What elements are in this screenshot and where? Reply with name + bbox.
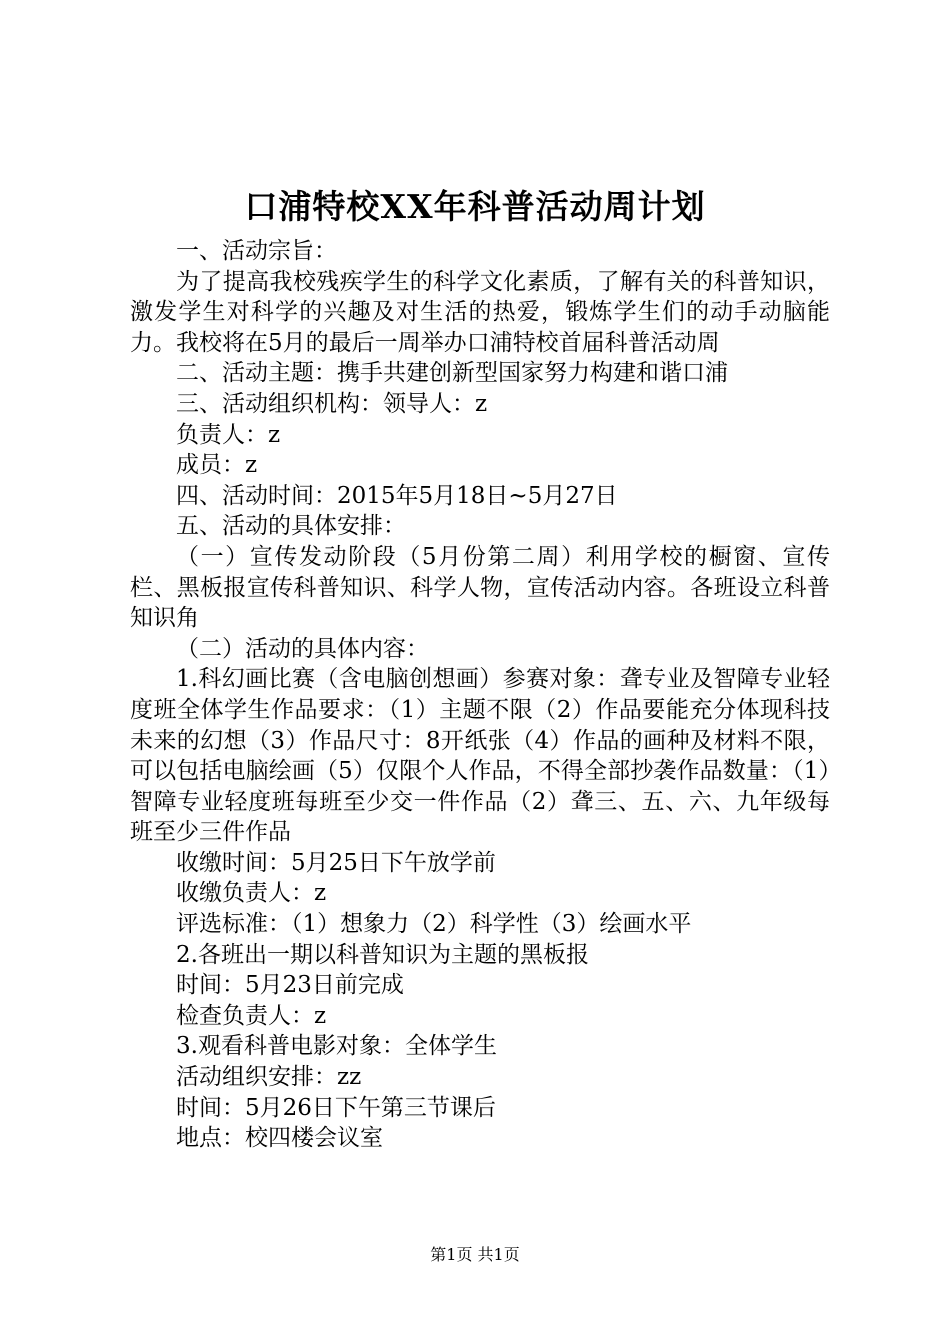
section-heading-organization: 三、活动组织机构：领导人：z xyxy=(176,390,488,417)
section-heading-arrangement: 五、活动的具体安排： xyxy=(176,513,406,540)
paragraph-movie-time: 时间：5月26日下午第三节课后 xyxy=(176,1094,496,1121)
section-heading-theme: 二、活动主题：携手共建创新型国家努力构建和谐口浦 xyxy=(176,360,728,387)
section-heading-purpose: 一、活动宗旨： xyxy=(176,238,337,264)
paragraph-movie-organization: 活动组织安排：zz xyxy=(176,1064,362,1091)
paragraph-members: 成员：z xyxy=(176,452,258,479)
paragraph-person-in-charge: 负责人：z xyxy=(176,421,281,448)
paragraph-activity-content-heading: （二）活动的具体内容： xyxy=(176,635,429,662)
paragraph-movie: 3.观看科普电影对象：全体学生 xyxy=(176,1033,497,1060)
paragraph-publicity-stage: （一）宣传发动阶段（5月份第二周）利用学校的橱窗、宣传栏、黑板报宣传科普知识、科学人物，宣传活动内容。各班设立科普知识角 xyxy=(130,543,830,632)
paragraph-blackboard-time: 时间：5月23日前完成 xyxy=(176,972,404,999)
paragraph-painting-contest: 1.科幻画比赛（含电脑创想画）参赛对象：聋专业及智障专业轻度班全体学生作品要求：（1）主题不限（2）作品要能充分体现科技未来的幻想（3）作品尺寸：8开纸张（4）作品的画种及材料不限，可以包括电脑绘画（5）仅限个人作品，不得全部抄袭作品数量：（1）智障专业轻度班每班至少交一件作品（2）聋三、五、六、九年级每班至少三件作品 xyxy=(130,666,830,846)
paragraph-movie-location: 地点：校四楼会议室 xyxy=(176,1125,383,1152)
page-number-footer: 第1页 共1页 xyxy=(430,1245,520,1264)
paragraph-inspection-person: 检查负责人：z xyxy=(176,1002,327,1029)
paragraph-judging-criteria: 评选标准：（1）想象力（2）科学性（3）绘画水平 xyxy=(176,911,692,938)
paragraph-purpose: 为了提高我校残疾学生的科学文化素质，了解有关的科普知识，激发学生对科学的兴趣及对生活的热爱，锻炼学生们的动手动脑能力。我校将在5月的最后一周举办口浦特校首届科普活动周 xyxy=(130,268,830,356)
paragraph-collection-time: 收缴时间：5月25日下午放学前 xyxy=(176,849,496,876)
document-title: 口浦特校XX年科普活动周计划 xyxy=(244,187,706,226)
paragraph-collection-person: 收缴负责人：z xyxy=(176,880,327,907)
section-heading-time: 四、活动时间：2015年5月18日~5月27日 xyxy=(176,482,618,509)
paragraph-blackboard: 2.各班出一期以科普知识为主题的黑板报 xyxy=(176,941,589,968)
document-body xyxy=(130,236,830,1154)
